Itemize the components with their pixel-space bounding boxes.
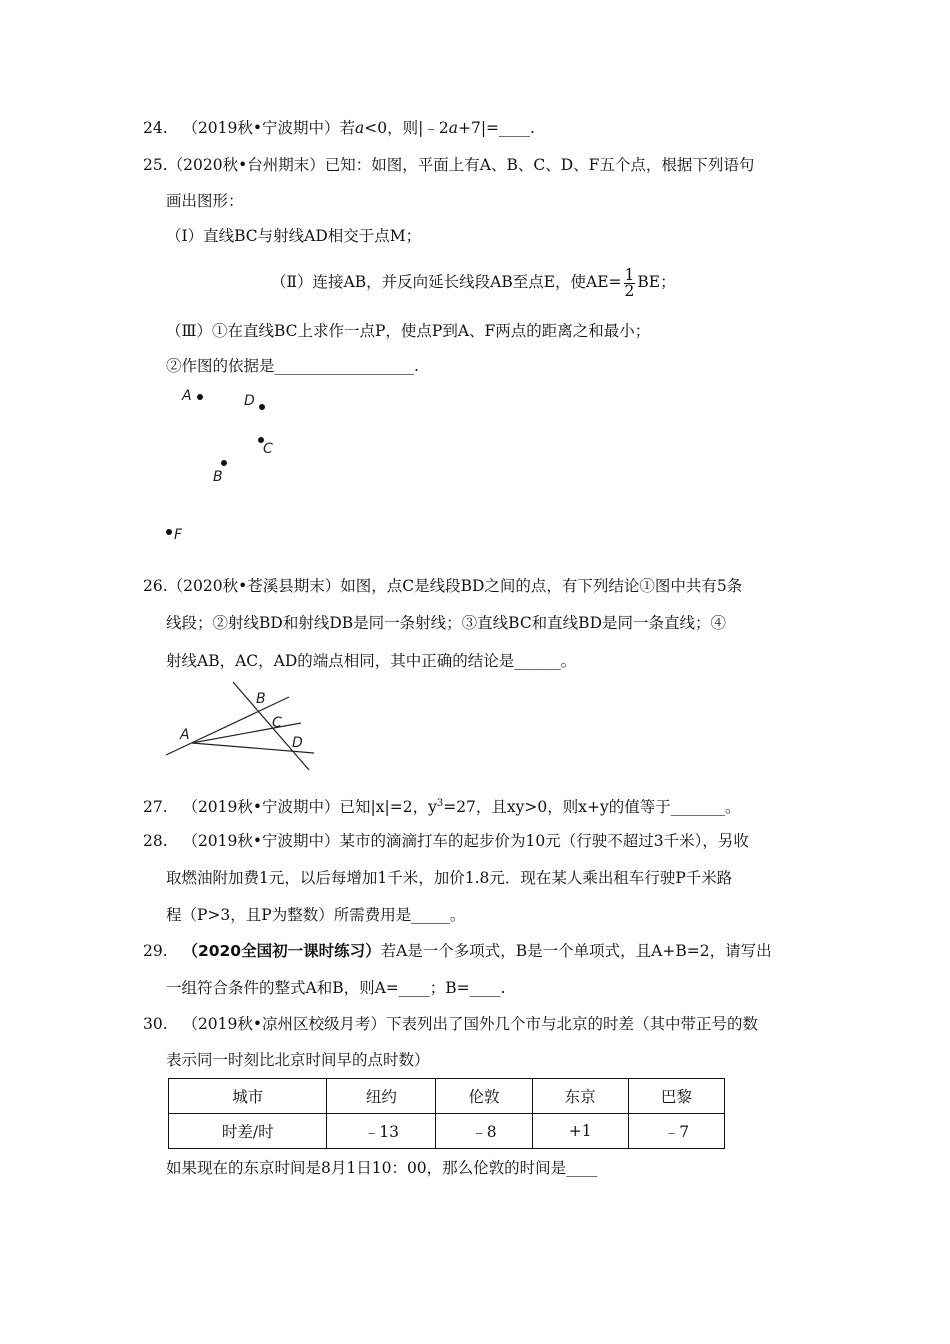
question-28-line-3: 程（P>3，且P为整数）所需费用是_____。 — [166, 906, 466, 924]
q27-source: （2019秋•宁波期中） — [182, 798, 340, 817]
question-28-line-2: 取燃油附加费1元，以后每增加1千米，加价1.8元．现在某人乘出租车行驶P千米路 — [166, 869, 733, 887]
q30-source: （2019秋•凉州区校级月考） — [182, 1015, 387, 1033]
fraction-one-half — [624, 265, 636, 300]
table-cell: 伦敦 — [436, 1079, 532, 1114]
point-label-b: B — [213, 469, 223, 485]
q27-text-2: =27，且xy>0，则x+y的值等于 — [443, 798, 671, 817]
point-label-a: A — [182, 388, 192, 404]
time-difference-table — [168, 1078, 725, 1149]
table-row — [169, 1114, 725, 1149]
points-figure — [160, 380, 300, 550]
point-label-d: D — [244, 393, 255, 409]
q25-step-2-tail: BE； — [637, 273, 676, 291]
q25-step-2-text: （Ⅱ）连接AB，并反向延长线段AB至点E，使AE= — [271, 273, 622, 291]
question-27 — [143, 793, 741, 818]
table-cell: ﹣8 — [436, 1114, 532, 1149]
label-a: A — [180, 727, 190, 743]
point-f — [166, 529, 172, 535]
q29-number: 29. — [143, 942, 168, 960]
table-cell: ﹣13 — [327, 1114, 436, 1149]
fraction-numerator: 1 — [624, 265, 635, 284]
table-cell: 东京 — [532, 1079, 628, 1114]
question-25-step-1: （Ⅰ）直线BC与射线AD相交于点M； — [166, 227, 422, 245]
q25-step-4-text: ②作图的依据是 — [166, 357, 275, 375]
point-b — [221, 460, 227, 466]
line-bd — [233, 682, 309, 770]
label-b: B — [256, 691, 266, 707]
q25-source: （2020秋•台州期末） — [167, 156, 325, 174]
q25-text-1: 已知：如图，平面上有A、B、C、D、F五个点，根据下列语句 — [324, 156, 755, 174]
q29-source: （2020全国初一课时练习） — [182, 942, 381, 960]
point-label-c: C — [263, 441, 273, 457]
point-d — [259, 404, 265, 410]
question-26-line-1 — [143, 575, 742, 597]
q25-number: 25. — [143, 156, 168, 174]
question-25-step-2 — [271, 264, 676, 300]
question-26-line-2: 线段；②射线BD和射线DB是同一条射线；③直线BC和直线BD是同一条直线；④ — [166, 614, 726, 632]
q27-blank: _______ — [670, 798, 725, 817]
rays-figure — [160, 676, 325, 776]
q27-text-1: 已知|x|=2，y — [339, 798, 437, 817]
table-cell: 纽约 — [327, 1079, 436, 1114]
point-a — [197, 394, 203, 400]
ray-ac — [192, 723, 301, 743]
q24-blank: ____ — [499, 119, 531, 137]
q24-text-2: <0，则|﹣2 — [364, 119, 449, 137]
q26-text-1: 如图，点C是线段BD之间的点，有下列结论①图中共有5条 — [340, 577, 743, 595]
question-25-step-3: （Ⅲ）①在直线BC上求作一点P，使点P到A、F两点的距离之和最小； — [166, 322, 651, 340]
question-25-line-2: 画出图形： — [166, 192, 244, 210]
q26-number: 26. — [143, 577, 168, 595]
table-cell: +1 — [532, 1114, 628, 1149]
question-30-line-3: 如果现在的东京时间是8月1日10：00，那么伦敦的时间是____ — [166, 1159, 598, 1177]
table-cell: ﹣7 — [628, 1114, 724, 1149]
label-d: D — [292, 735, 303, 751]
q27-end: 。 — [725, 798, 741, 817]
table-cell: 巴黎 — [628, 1079, 724, 1114]
point-label-f: F — [174, 527, 183, 543]
q24-text-3: +7|= — [457, 119, 500, 137]
q27-number: 27. — [143, 798, 168, 817]
q27-exponent: 3 — [436, 798, 444, 809]
table-cell: 城市 — [169, 1079, 327, 1114]
label-c: C — [272, 715, 282, 731]
question-28-line-1 — [143, 830, 749, 852]
table-header-row — [169, 1079, 725, 1114]
question-24 — [143, 117, 535, 139]
q30-text-1: 下表列出了国外几个市与北京的时差（其中带正号的数 — [386, 1015, 759, 1033]
q24-var-a-2: a — [448, 119, 458, 137]
question-30-line-1 — [143, 1013, 758, 1035]
q28-source: （2019秋•宁波期中） — [182, 832, 340, 850]
q24-number: 24. — [143, 119, 168, 137]
question-25-step-4 — [166, 355, 419, 377]
q29-text-1: 若A是一个多项式，B是一个单项式，且A+B=2，请写出 — [380, 942, 772, 960]
q24-end: . — [530, 119, 535, 137]
question-30-line-2: 表示同一时刻比北京时间早的点时数） — [166, 1051, 430, 1069]
question-25-line-1 — [143, 154, 754, 176]
question-26-line-3: 射线AB，AC，AD的端点相同，其中正确的结论是______。 — [166, 652, 577, 670]
q24-var-a: a — [355, 119, 365, 137]
question-29-line-2: 一组符合条件的整式A和B，则A=____；B=____. — [166, 979, 506, 997]
q25-step-4-end: . — [414, 357, 419, 375]
question-29-line-1 — [143, 940, 772, 962]
q25-blank: __________________ — [274, 357, 415, 375]
q28-number: 28. — [143, 832, 168, 850]
table-cell: 时差/时 — [169, 1114, 327, 1149]
q24-text-1: 若 — [339, 119, 356, 137]
q24-source: （2019秋•宁波期中） — [182, 119, 340, 137]
fraction-denominator: 2 — [624, 281, 635, 300]
q30-number: 30. — [143, 1015, 168, 1033]
q28-text-1: 某市的滴滴打车的起步价为10元（行驶不超过3千米），另收 — [339, 832, 749, 850]
q26-source: （2020秋•苍溪县期末） — [167, 577, 341, 595]
